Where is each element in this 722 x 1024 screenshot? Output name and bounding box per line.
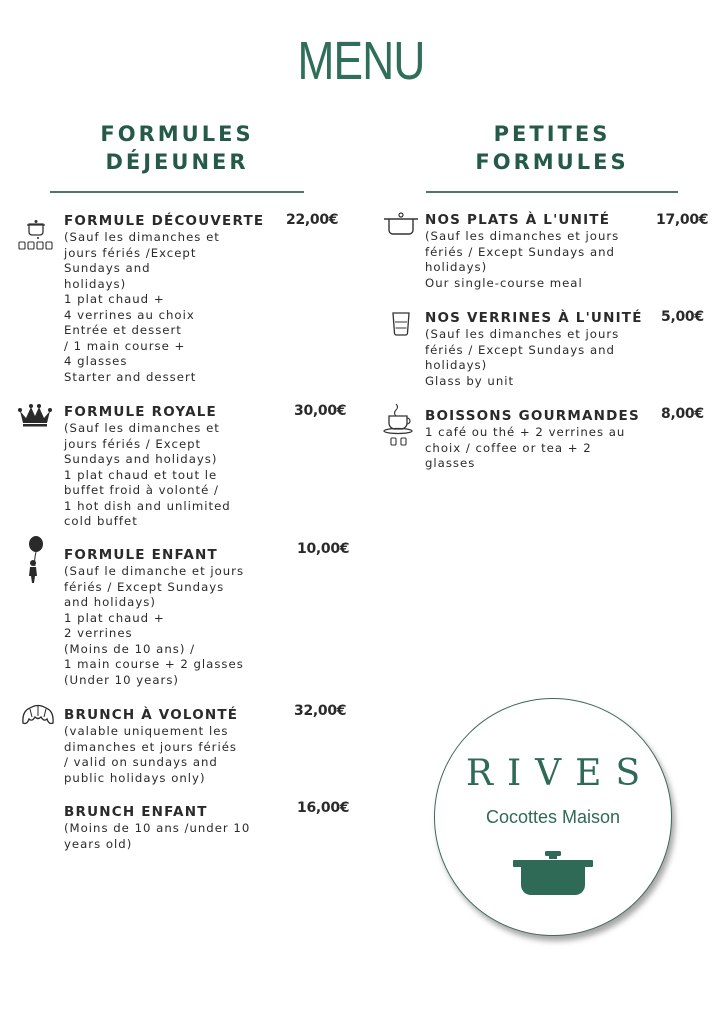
glass-icon xyxy=(391,311,411,341)
right-column-title xyxy=(426,120,678,176)
price-brunch-enfant: 16,00€ xyxy=(297,800,350,816)
left-divider xyxy=(50,191,304,193)
item-description: (valable uniquement les dimanches et jours fériés / valid on sundays and public holidays only) xyxy=(64,724,237,785)
item-description: (Sauf le dimanche et jours fériés / Except Sundays and holidays) 1 plat chaud + 2 verrines (Moins de 10 ans) / 1 main course + 2 glasses (Under 10 years) xyxy=(64,564,245,687)
formule-enfant xyxy=(64,546,244,688)
left-title-line-1: FORMULES xyxy=(100,122,254,146)
cocotte-verrines-icon xyxy=(17,218,59,256)
item-description: 1 café ou thé + 2 verrines au choix / coffee or tea + 2 glasses xyxy=(425,425,626,470)
item-description: (Sauf les dimanches et jours fériés / Except Sundays and holidays) Our single-course meal xyxy=(425,229,620,290)
price-boissons-gourmandes: 8,00€ xyxy=(661,406,704,422)
price-formule-enfant: 10,00€ xyxy=(297,541,350,557)
rives-logo-badge xyxy=(434,698,672,936)
item-name: NOS PLATS À L'UNITÉ xyxy=(425,212,611,228)
boissons-gourmandes xyxy=(425,407,640,472)
brunch-a-volonte xyxy=(64,706,238,786)
item-name: BOISSONS GOURMANDES xyxy=(425,408,640,424)
item-description: (Sauf les dimanches et jours fériés / Except Sundays and holidays) 1 plat chaud et tout le buffet froid à volonté / 1 hot dish and unlimited cold buffet xyxy=(64,421,231,528)
coffee-cup-icon xyxy=(382,402,416,452)
right-divider xyxy=(426,191,678,193)
item-name: NOS VERRINES À L'UNITÉ xyxy=(425,310,643,326)
croissant-icon xyxy=(20,703,56,733)
right-title-line-2: FORMULES xyxy=(475,150,629,174)
logo-subtitle: Cocottes Maison xyxy=(485,807,621,827)
child-balloon-icon xyxy=(24,536,46,588)
right-title-line-1: PETITES xyxy=(493,122,611,146)
item-name: FORMULE DÉCOUVERTE xyxy=(64,213,265,229)
item-name: FORMULE ENFANT xyxy=(64,547,218,563)
price-nos-plats: 17,00€ xyxy=(656,212,709,228)
item-description: (Moins de 10 ans /under 10 years old) xyxy=(64,821,251,851)
item-description: (Sauf les dimanches et jours fériés /Except Sundays and holidays) 1 plat chaud + 4 verrines au choix Entrée et dessert / 1 main course + 4 glasses Starter and dessert xyxy=(64,230,220,384)
nos-verrines-a-l-unite xyxy=(425,309,643,389)
left-title-line-2: DÉJEUNER xyxy=(105,150,249,174)
price-brunch-a-volonte: 32,00€ xyxy=(294,703,347,719)
brunch-enfant xyxy=(64,803,250,852)
price-formule-decouverte: 22,00€ xyxy=(286,212,339,228)
price-nos-verrines: 5,00€ xyxy=(661,309,704,325)
formule-royale xyxy=(64,403,231,530)
item-description: (Sauf les dimanches et jours fériés / Except Sundays and holidays) Glass by unit xyxy=(425,327,620,388)
crown-icon xyxy=(17,403,53,431)
nos-plats-a-l-unite xyxy=(425,211,619,291)
price-formule-royale: 30,00€ xyxy=(294,403,347,419)
item-name: BRUNCH ENFANT xyxy=(64,804,208,820)
item-name: BRUNCH À VOLONTÉ xyxy=(64,707,239,723)
left-column-title xyxy=(50,120,304,176)
formule-decouverte xyxy=(64,212,264,385)
cocotte-pot-icon xyxy=(513,851,593,897)
item-name: FORMULE ROYALE xyxy=(64,404,217,420)
menu-title: MENU xyxy=(297,31,425,91)
cocotte-icon xyxy=(383,211,419,241)
logo-brand: RIVES xyxy=(465,753,655,794)
